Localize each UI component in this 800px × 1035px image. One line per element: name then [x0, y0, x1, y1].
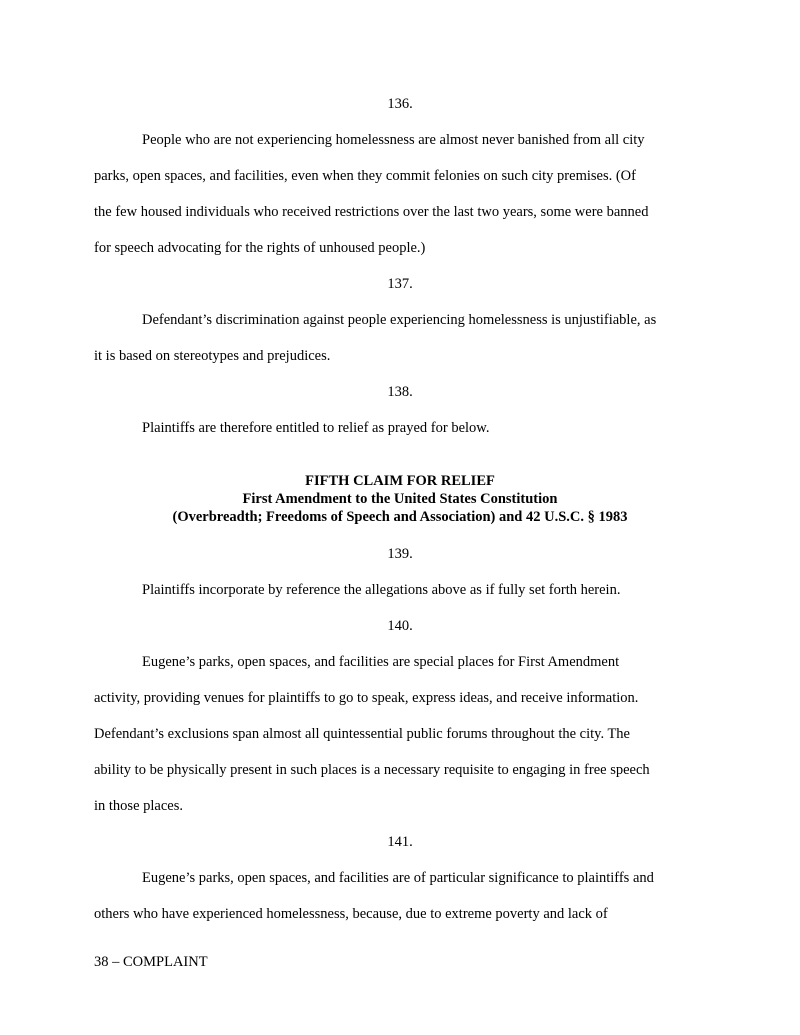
paragraph-line: Defendant’s exclusions span almost all quintessential public forums throughout the city. The	[94, 726, 630, 742]
paragraph-line: parks, open spaces, and facilities, even when they commit felonies on such city premises. (Of	[94, 168, 636, 184]
paragraph-number: 141.	[387, 834, 413, 850]
paragraph-line: for speech advocating for the rights of unhoused people.)	[94, 240, 426, 256]
paragraph-line: Eugene’s parks, open spaces, and facilities are of particular significance to plaintiffs and	[142, 870, 654, 886]
paragraph-line: in those places.	[94, 798, 183, 814]
paragraph-line: Plaintiffs incorporate by reference the allegations above as if fully set forth herein.	[142, 582, 621, 598]
paragraph-number: 136.	[387, 96, 413, 112]
paragraph-line: ability to be physically present in such places is a necessary requisite to engaging in free speech	[94, 762, 650, 778]
page-footer: 38 – COMPLAINT	[94, 954, 208, 970]
paragraph-line: Defendant’s discrimination against people experiencing homelessness is unjustifiable, as	[142, 312, 657, 328]
claim-title: FIFTH CLAIM FOR RELIEF	[305, 473, 495, 489]
paragraph-line: others who have experienced homelessness, because, due to extreme poverty and lack of	[94, 906, 608, 922]
paragraph-line: Eugene’s parks, open spaces, and facilities are special places for First Amendment	[142, 654, 620, 670]
paragraph-number: 139.	[387, 546, 413, 562]
paragraph-line: it is based on stereotypes and prejudices.	[94, 348, 331, 364]
paragraph-number: 138.	[387, 384, 413, 400]
paragraph-line: the few housed individuals who received restrictions over the last two years, some were banned	[94, 204, 649, 220]
claim-subtitle: First Amendment to the United States Constitution	[242, 491, 558, 507]
paragraph-number: 140.	[387, 618, 413, 634]
paragraph-line: activity, providing venues for plaintiffs to go to speak, express ideas, and receive information.	[94, 690, 639, 706]
paragraph-number: 137.	[387, 276, 413, 292]
claim-subtitle: (Overbreadth; Freedoms of Speech and Association) and 42 U.S.C. § 1983	[172, 509, 628, 525]
paragraph-line: People who are not experiencing homelessness are almost never banished from all city	[142, 132, 645, 148]
paragraph-line: Plaintiffs are therefore entitled to relief as prayed for below.	[142, 420, 490, 436]
